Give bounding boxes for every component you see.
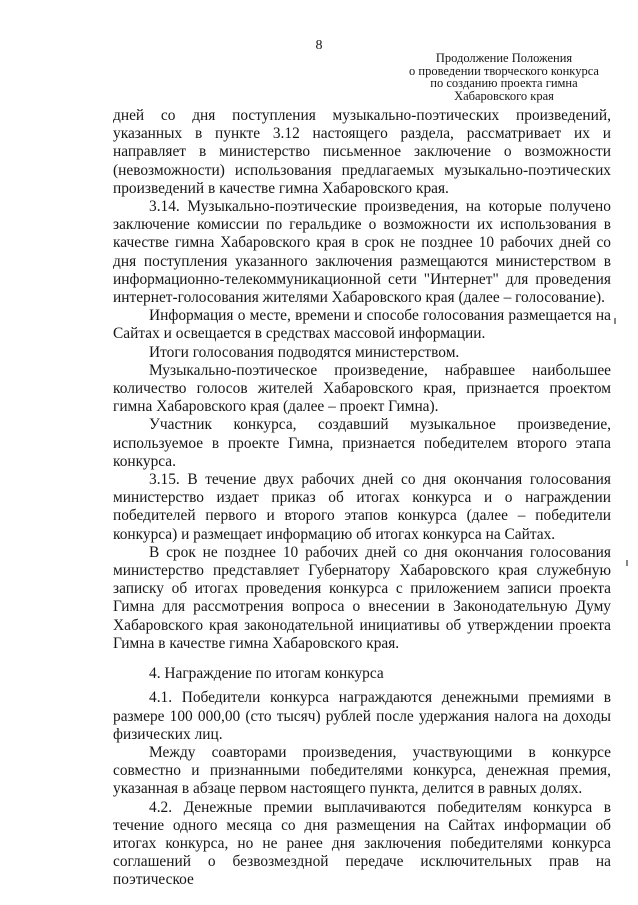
scan-edge-mark <box>626 560 628 566</box>
section-title: 4. Награждение по итогам конкурса <box>149 665 384 683</box>
continuation-header <box>390 52 618 102</box>
paragraph: Музыкально-поэтическое произведение, набравшее наибольшее количество голосов жителей Хабаровского края, признается проектом гимна Хабаровского края (далее – проект Гимна). <box>113 361 611 416</box>
document-body <box>113 107 611 890</box>
paragraph: Информация о месте, времени и способе голосования размещается на Сайтах и освещается в средствах массовой информации. <box>113 307 611 343</box>
header-line: Продолжение Положения <box>435 51 573 65</box>
header-line: по созданию проекта гимна <box>430 76 578 90</box>
paragraph: дней со дня поступления музыкально-поэтических произведений, указанных в пункте 3.12 настоящего раздела, рассматривает их и направляет в министерство письменное заключение о возможности (невозможности) использования предлагаемых музыкально-поэтических произведений в качестве гимна Хабаровского края. <box>113 107 611 197</box>
paragraph: Участник конкурса, создавший музыкальное произведение, используемое в проекте Гимна, признается победителем второго этапа конкурса. <box>113 416 611 470</box>
paragraph-3-14: 3.14. Музыкально-поэтические произведения, на которые получено заключение комиссии по геральдике о возможности их использования в качестве гимна Хабаровского края в срок не позднее 10 рабочих дней со дня поступления указанного заключения размещаются министерством в информационно-телекоммуникационной сети "Интернет" для проведения интернет-голосования жителями Хабаровского края (далее – голосование). <box>113 198 611 307</box>
header-line: о проведении творческого конкурса <box>409 63 599 78</box>
paragraph-3-15: 3.15. В течение двух рабочих дней со дня окончания голосования министерство издает приказ об итогах конкурса и о награждении победителей первого и второго этапов конкурса (далее – победители конкурса) и размещает информацию об итогах конкурса на Сайтах. <box>113 471 611 543</box>
paragraph-4-2: 4.2. Денежные премии выплачиваются победителям конкурса в течение одного месяца со дня размещения на Сайтах информации об итогах конкурса, но не ранее дня заключения победителями конкурса соглашений о безвозмездной передаче исключительных прав на поэтическое <box>113 798 611 889</box>
page-number: 8 <box>315 38 323 53</box>
scan-edge-mark <box>614 318 616 324</box>
paragraph: Итоги голосования подводятся министерством. <box>149 343 460 361</box>
paragraph-4-1: 4.1. Победители конкурса награждаются денежными премиями в размере 100 000,00 (сто тысяч) рублей после удержания налога на доходы физических лиц. <box>113 689 611 743</box>
paragraph: Между соавторами произведения, участвующими в конкурсе совместно и признанными победителями конкурса, денежная премия, указанная в абзаце первом настоящего пункта, делится в равных долях. <box>113 743 611 798</box>
header-line: Хабаровского края <box>454 88 554 103</box>
paragraph: В срок не позднее 10 рабочих дней со дня окончания голосования министерство представляет Губернатору Хабаровского края служебную записку об итогах проведения конкурса с приложением записи проекта Гимна для рассмотрения вопроса о внесении в Законодательную Думу Хабаровского края законодательной инициативы об утверждении проекта Гимна в качестве гимна Хабаровского края. <box>113 543 611 652</box>
